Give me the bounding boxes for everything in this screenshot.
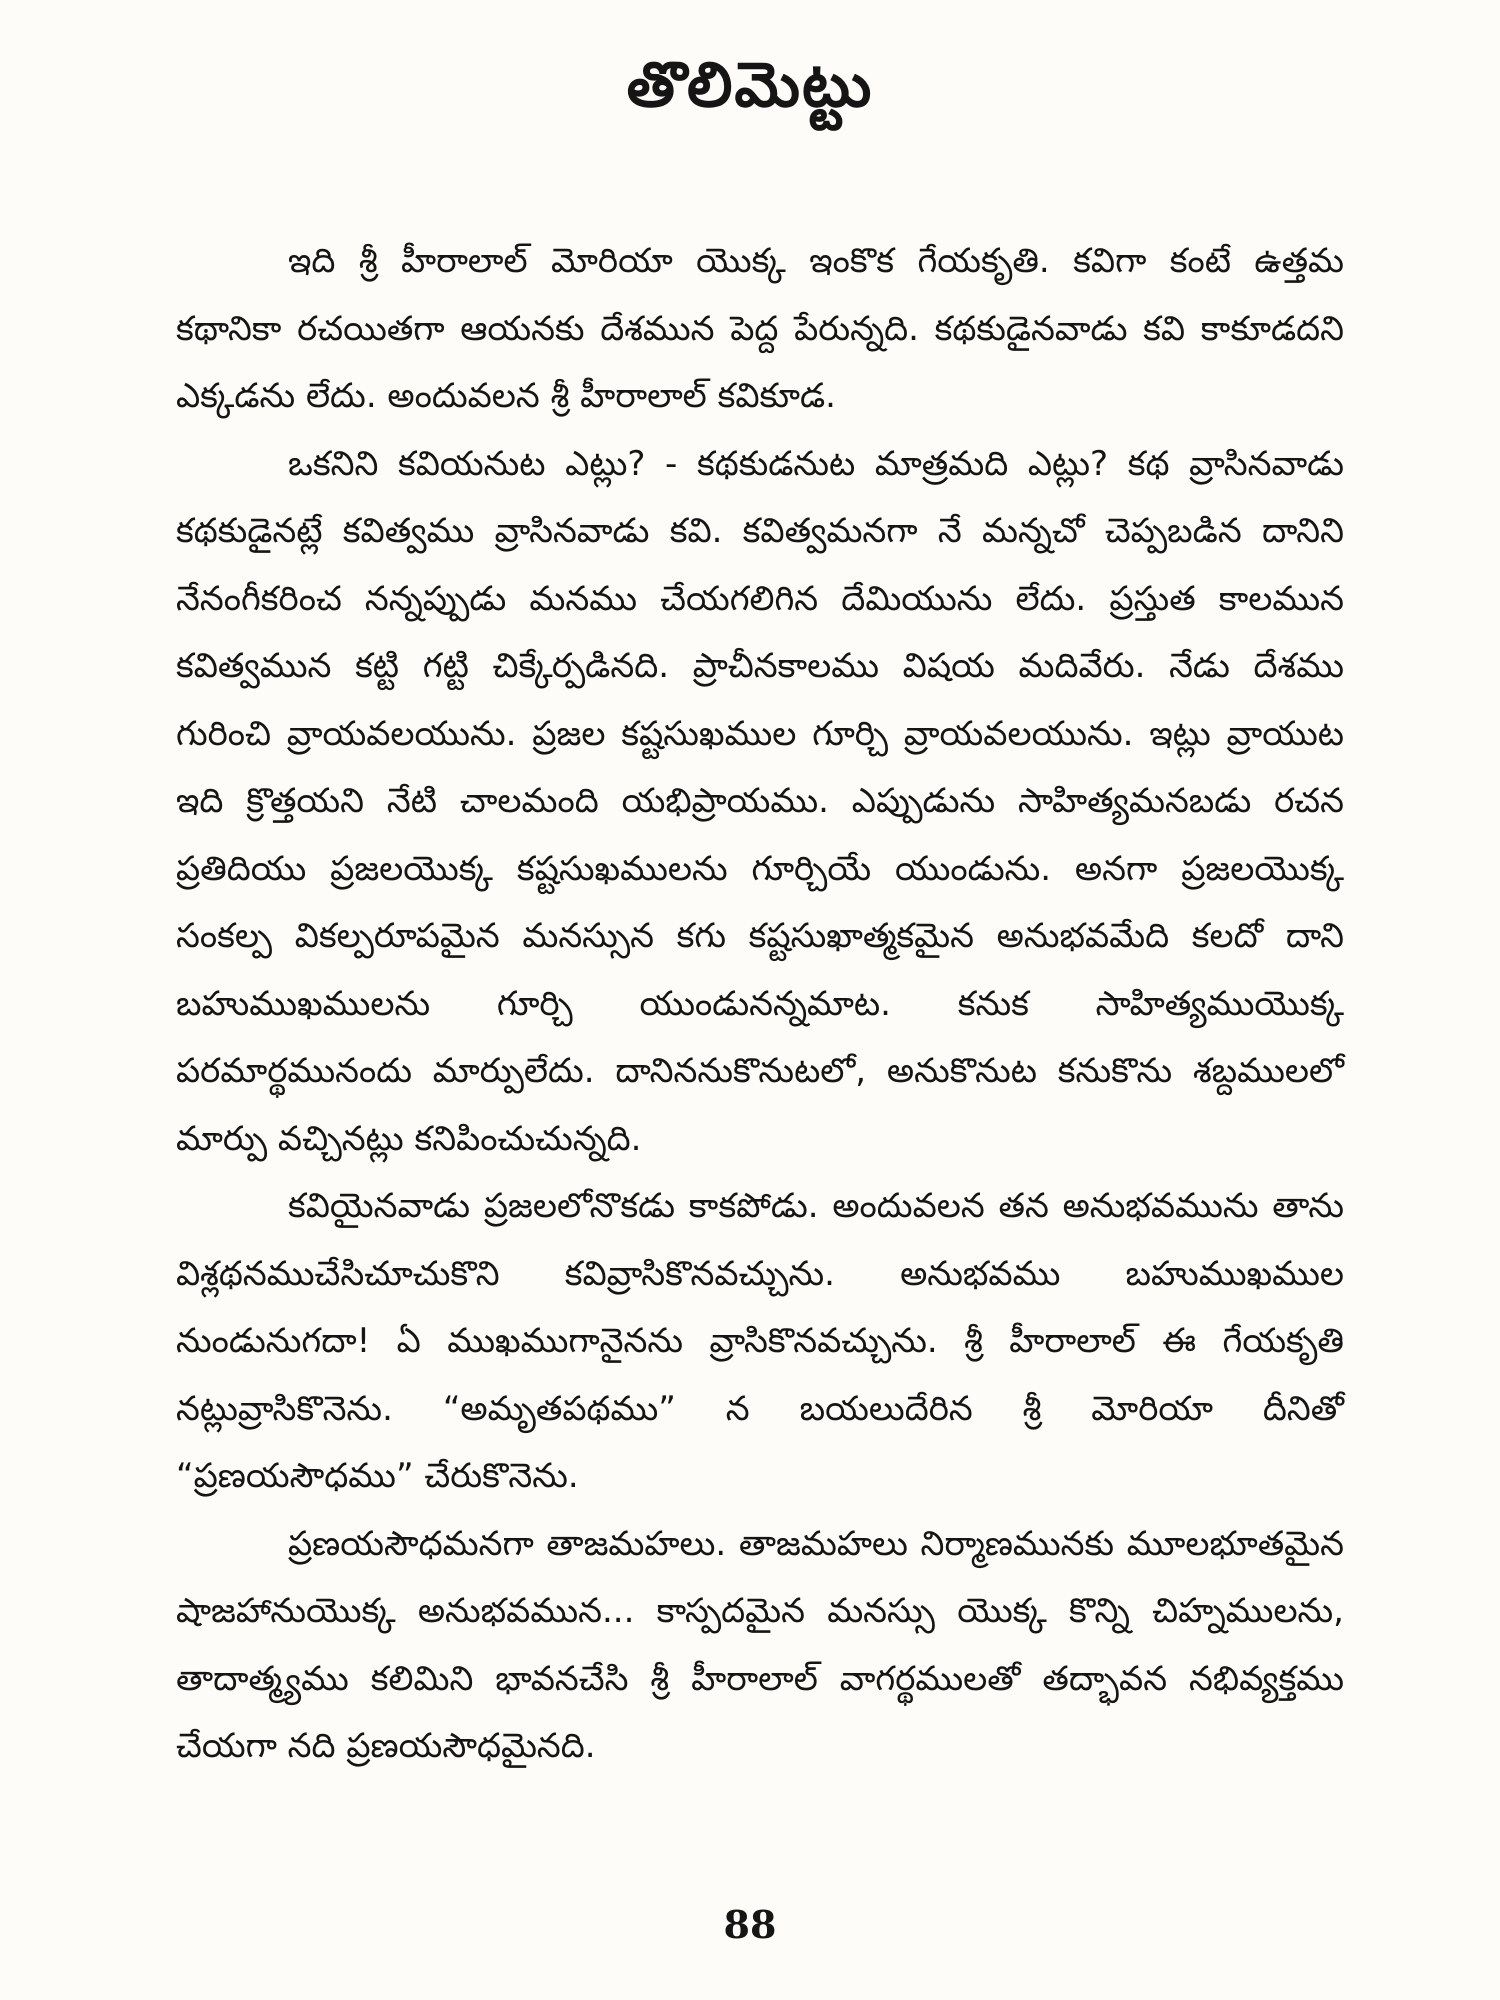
paragraph-3: కవియైనవాడు ప్రజలలోనొకడు కాకపోడు. అందువలన తన అనుభవమును తాను విశ్లథనముచేసిచూచుకొని కవివ్రాసికొనవచ్చును. అనుభవము బహుముఖముల నుండునుగదా! ఏ ముఖముగానైనను వ్రాసికొనవచ్చును. శ్రీ హీరాలాల్ ఈ గేయకృతి నట్లువ్రాసికొనెను. “అమృతపథము” న బయలుదేరిన శ్రీ మోరియా దీనితో “ప్రణయసౌధము” చేరుకొనెను.: [176, 1186, 1344, 1496]
paragraph-2: ఒకనిని కవియనుట ఎట్లు? - కథకుడనుట మాత్రమది ఎట్లు? కథ వ్రాసినవాడు కథకుడైనట్లే కవిత్వము వ్రాసినవాడు కవి. కవిత్వమనగా నే మన్నచో చెప్పబడిన దానిని నేనంగీకరించ నన్నప్పుడు మనము చేయగలిగిన దేమియును లేదు. ప్రస్తుత కాలమున కవిత్వమున కట్టి గట్టి చిక్కేర్పడినది. ప్రాచీనకాలము విషయ మదివేరు. నేడు దేశము గురించి వ్రాయవలయును. ప్రజల కష్టసుఖముల గూర్చి వ్రాయవలయును. ఇట్లు వ్రాయుట ఇది క్రొత్తయని నేటి చాలమంది యభిప్రాయము. ఎప్పుడును సాహిత్యమనబడు రచన ప్రతిదియు ప్రజలయొక్క కష్టసుఖములను గూర్చియే యుండును. అనగా ప్రజలయొక్క సంకల్ప వికల్పరూపమైన మనస్సున కగు కష్టసుఖాత్మకమైన అనుభవమేది కలదో దాని బహుముఖములను గూర్చి యుండునన్నమాట. కనుక సాహిత్యముయొక్క పరమార్థమునందు మార్పులేదు. దానిననుకొనుటలో, అనుకొనుట కనుకొను శబ్దములలో మార్పు వచ్చినట్లు కనిపించుచున్నది.: [176, 443, 1344, 1159]
paragraph-4: ప్రణయసౌధమనగా తాజమహలు. తాజమహలు నిర్మాణమునకు మూలభూతమైన షాజహానుయొక్క అనుభవమున... కాస్పదమైన మనస్సు యొక్క కొన్ని చిహ్నములను, తాదాత్మ్యము కలిమిని భావనచేసి శ్రీ హీరాలాల్ వాగర్థములతో తద్భావన నభివ్యక్తము చేయగా నది ప్రణయసౌధమైనది.: [176, 1523, 1344, 1766]
page-title: తొలిమెట్టు: [626, 48, 874, 121]
paragraph-1: ఇది శ్రీ హీరాలాల్ మోరియా యొక్క ఇంకొక గేయకృతి. కవిగా కంటే ఉత్తమ కథానికా రచయితగా ఆయనకు దేశమున పెద్ద పేరున్నది. కథకుడైనవాడు కవి కాకూడదని ఎక్కడను లేదు. అందువలన శ్రీ హీరాలాల్ కవికూడ.: [176, 241, 1344, 416]
body-text: [176, 228, 1344, 1781]
page-number: 88: [723, 1902, 777, 1947]
